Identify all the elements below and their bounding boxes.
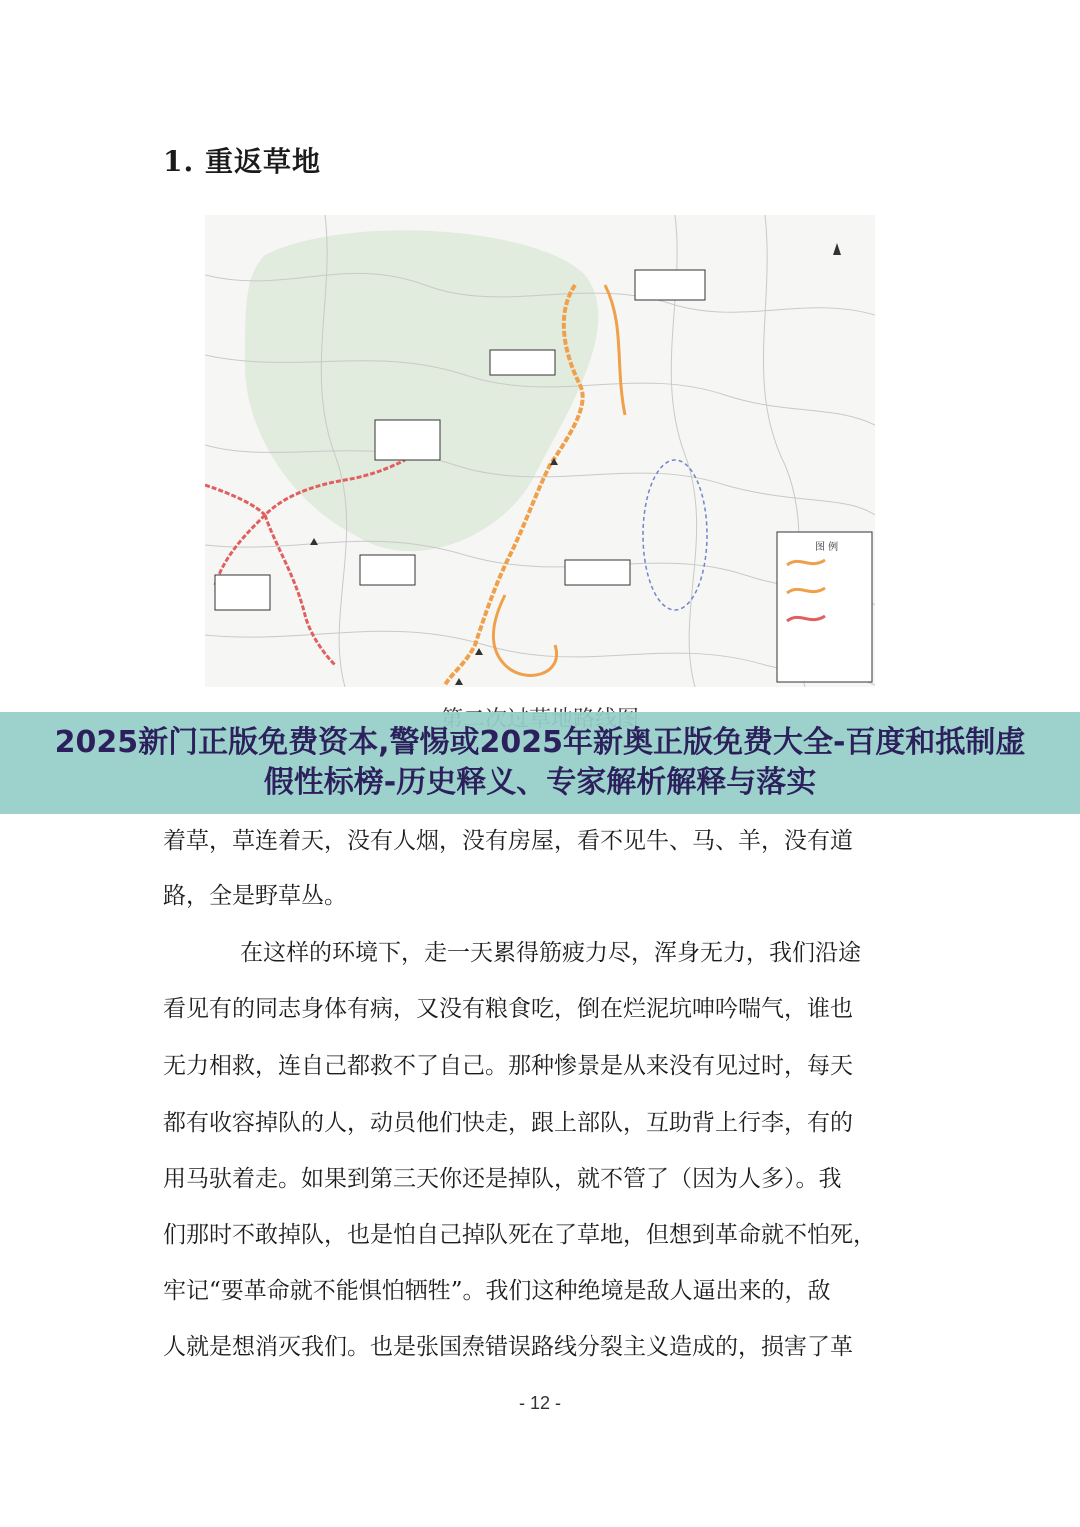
paragraph-line: 在这样的环境下，走一天累得筋疲力尽，浑身无力，我们沿途 [240,940,861,966]
overlay-title: 2025新门正版免费资本,警惕或2025年新奥正版免费大全-百度和抵制虚假性标榜-历史释义、专家解析解释与落实 [54,725,1026,800]
paragraph-line: 路，全是野草丛。 [163,883,347,909]
paragraph-line: 们那时不敢掉队，也是怕自己掉队死在了草地，但想到革命就不怕死， [163,1222,876,1248]
overlay-banner [0,712,1080,814]
route-map [205,215,875,687]
paragraph-line: 着草，草连着天，没有人烟，没有房屋，看不见牛、马、羊，没有道 [163,828,853,854]
paragraph-line: 人就是想消灭我们。也是张国焘错误路线分裂主义造成的，损害了革 [163,1334,853,1360]
paragraph-line: 无力相救，连自己都救不了自己。那种惨景是从来没有见过时，每天 [163,1053,853,1079]
legend-title: 图 例 [815,542,839,553]
paragraph-line: 用马驮着走。如果到第三天你还是掉队，就不管了（因为人多）。我 [163,1166,842,1192]
paragraph-line: 都有收容掉队的人，动员他们快走，跟上部队，互助背上行李，有的 [163,1110,853,1136]
paragraph-line: 牢记“要革命就不能惧怕牺牲”。我们这种绝境是敌人逼出来的，敌 [163,1278,831,1304]
page-number: - 12 - [518,1393,561,1413]
section-heading: 1. 重返草地 [163,145,321,178]
paragraph-line: 看见有的同志身体有病，又没有粮食吃，倒在烂泥坑呻吟喘气，谁也 [163,996,853,1022]
